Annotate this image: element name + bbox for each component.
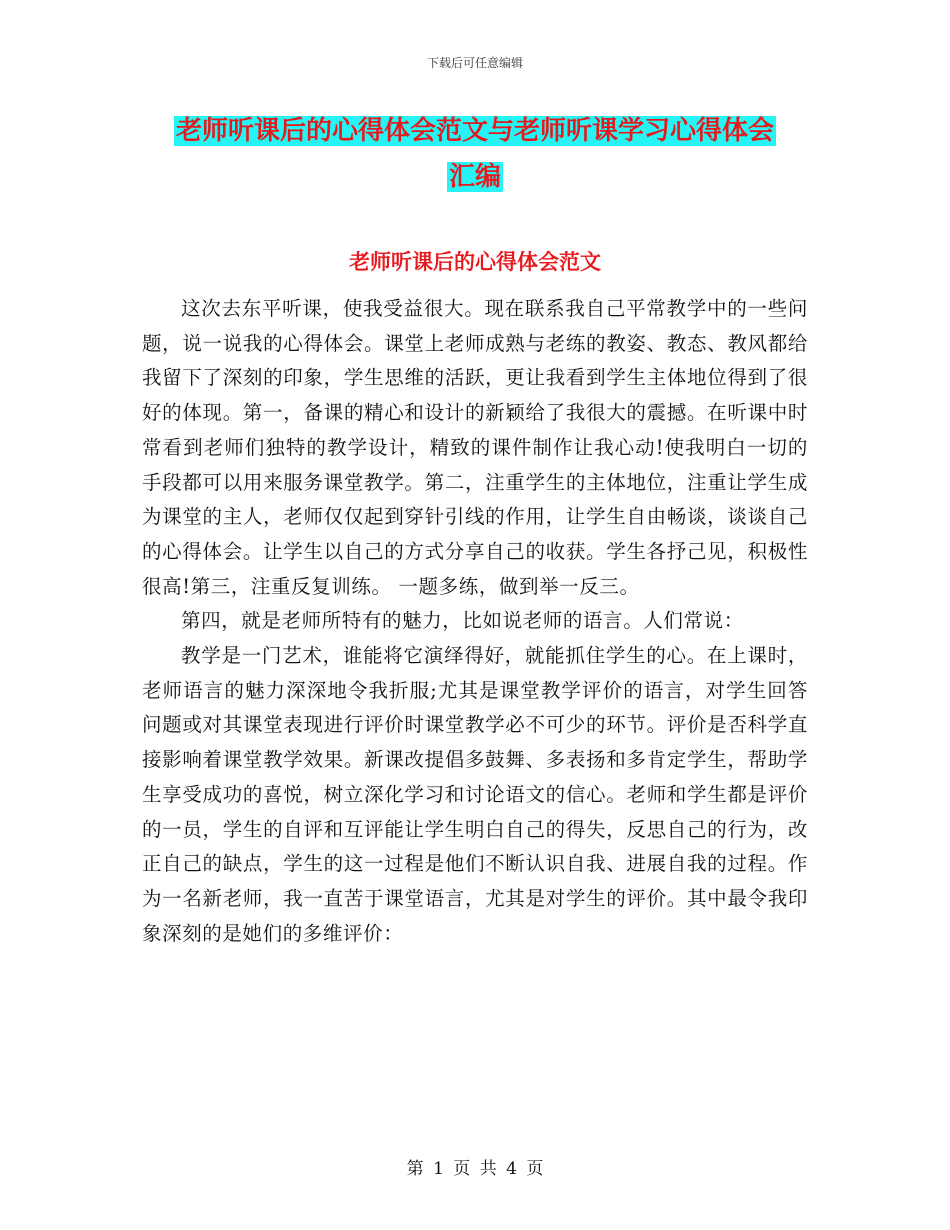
section-title: 老师听课后的心得体会范文: [349, 249, 601, 274]
page-number: 第 1 页 共 4 页: [406, 1159, 544, 1179]
document-title: [150, 108, 800, 200]
paragraph-1: 这次去东平听课，使我受益很大。现在联系我自己平常教学中的一些问题，说一说我的心得体会。课堂上老师成熟与老练的教姿、教态、教风都给我留下了深刻的印象，学生思维的活跃，更让我看到学生主体地位得到了很好的体现。第一，备课的精心和设计的新颖给了我很大的震撼。在听课中时常看到老师们独特的教学设计，精致的课件制作让我心动!使我明白一切的手段都可以用来服务课堂教学。第二，注重学生的主体地位，注重让学生成为课堂的主人，老师仅仅起到穿针引线的作用，让学生自由畅谈，谈谈自己的心得体会。让学生以自己的方式分享自己的收获。学生各抒己见，积极性很高!第三，注重反复训练。 一题多练，做到举一反三。: [142, 297, 808, 598]
document-body: [142, 292, 808, 951]
paragraph-2: 第四，就是老师所特有的魅力，比如说老师的语言。人们常说：: [181, 609, 744, 633]
document-title-line-2: 汇编: [448, 162, 501, 192]
page-header-note: 下载后可任意编辑: [426, 56, 523, 70]
document-title-line-1: 老师听课后的心得体会范文与老师听课学习心得体会: [175, 116, 774, 146]
paragraph-3: 教学是一门艺术，谁能将它演绎得好，就能抓住学生的心。在上课时，老师语言的魅力深深地令我折服;尤其是课堂教学评价的语言，对学生回答问题或对其课堂表现进行评价时课堂教学必不可少的环节。评价是否科学直接影响着课堂教学效果。新课改提倡多鼓舞、多表扬和多肯定学生，帮助学生享受成功的喜悦，树立深化学习和讨论语文的信心。老师和学生都是评价的一员，学生的自评和互评能让学生明白自己的得失，反思自己的行为，改正自己的缺点，学生的这一过程是他们不断认识自我、进展自我的过程。作为一名新老师，我一直苦于课堂语言，尤其是对学生的评价。其中最令我印象深刻的是她们的多维评价：: [142, 644, 808, 945]
